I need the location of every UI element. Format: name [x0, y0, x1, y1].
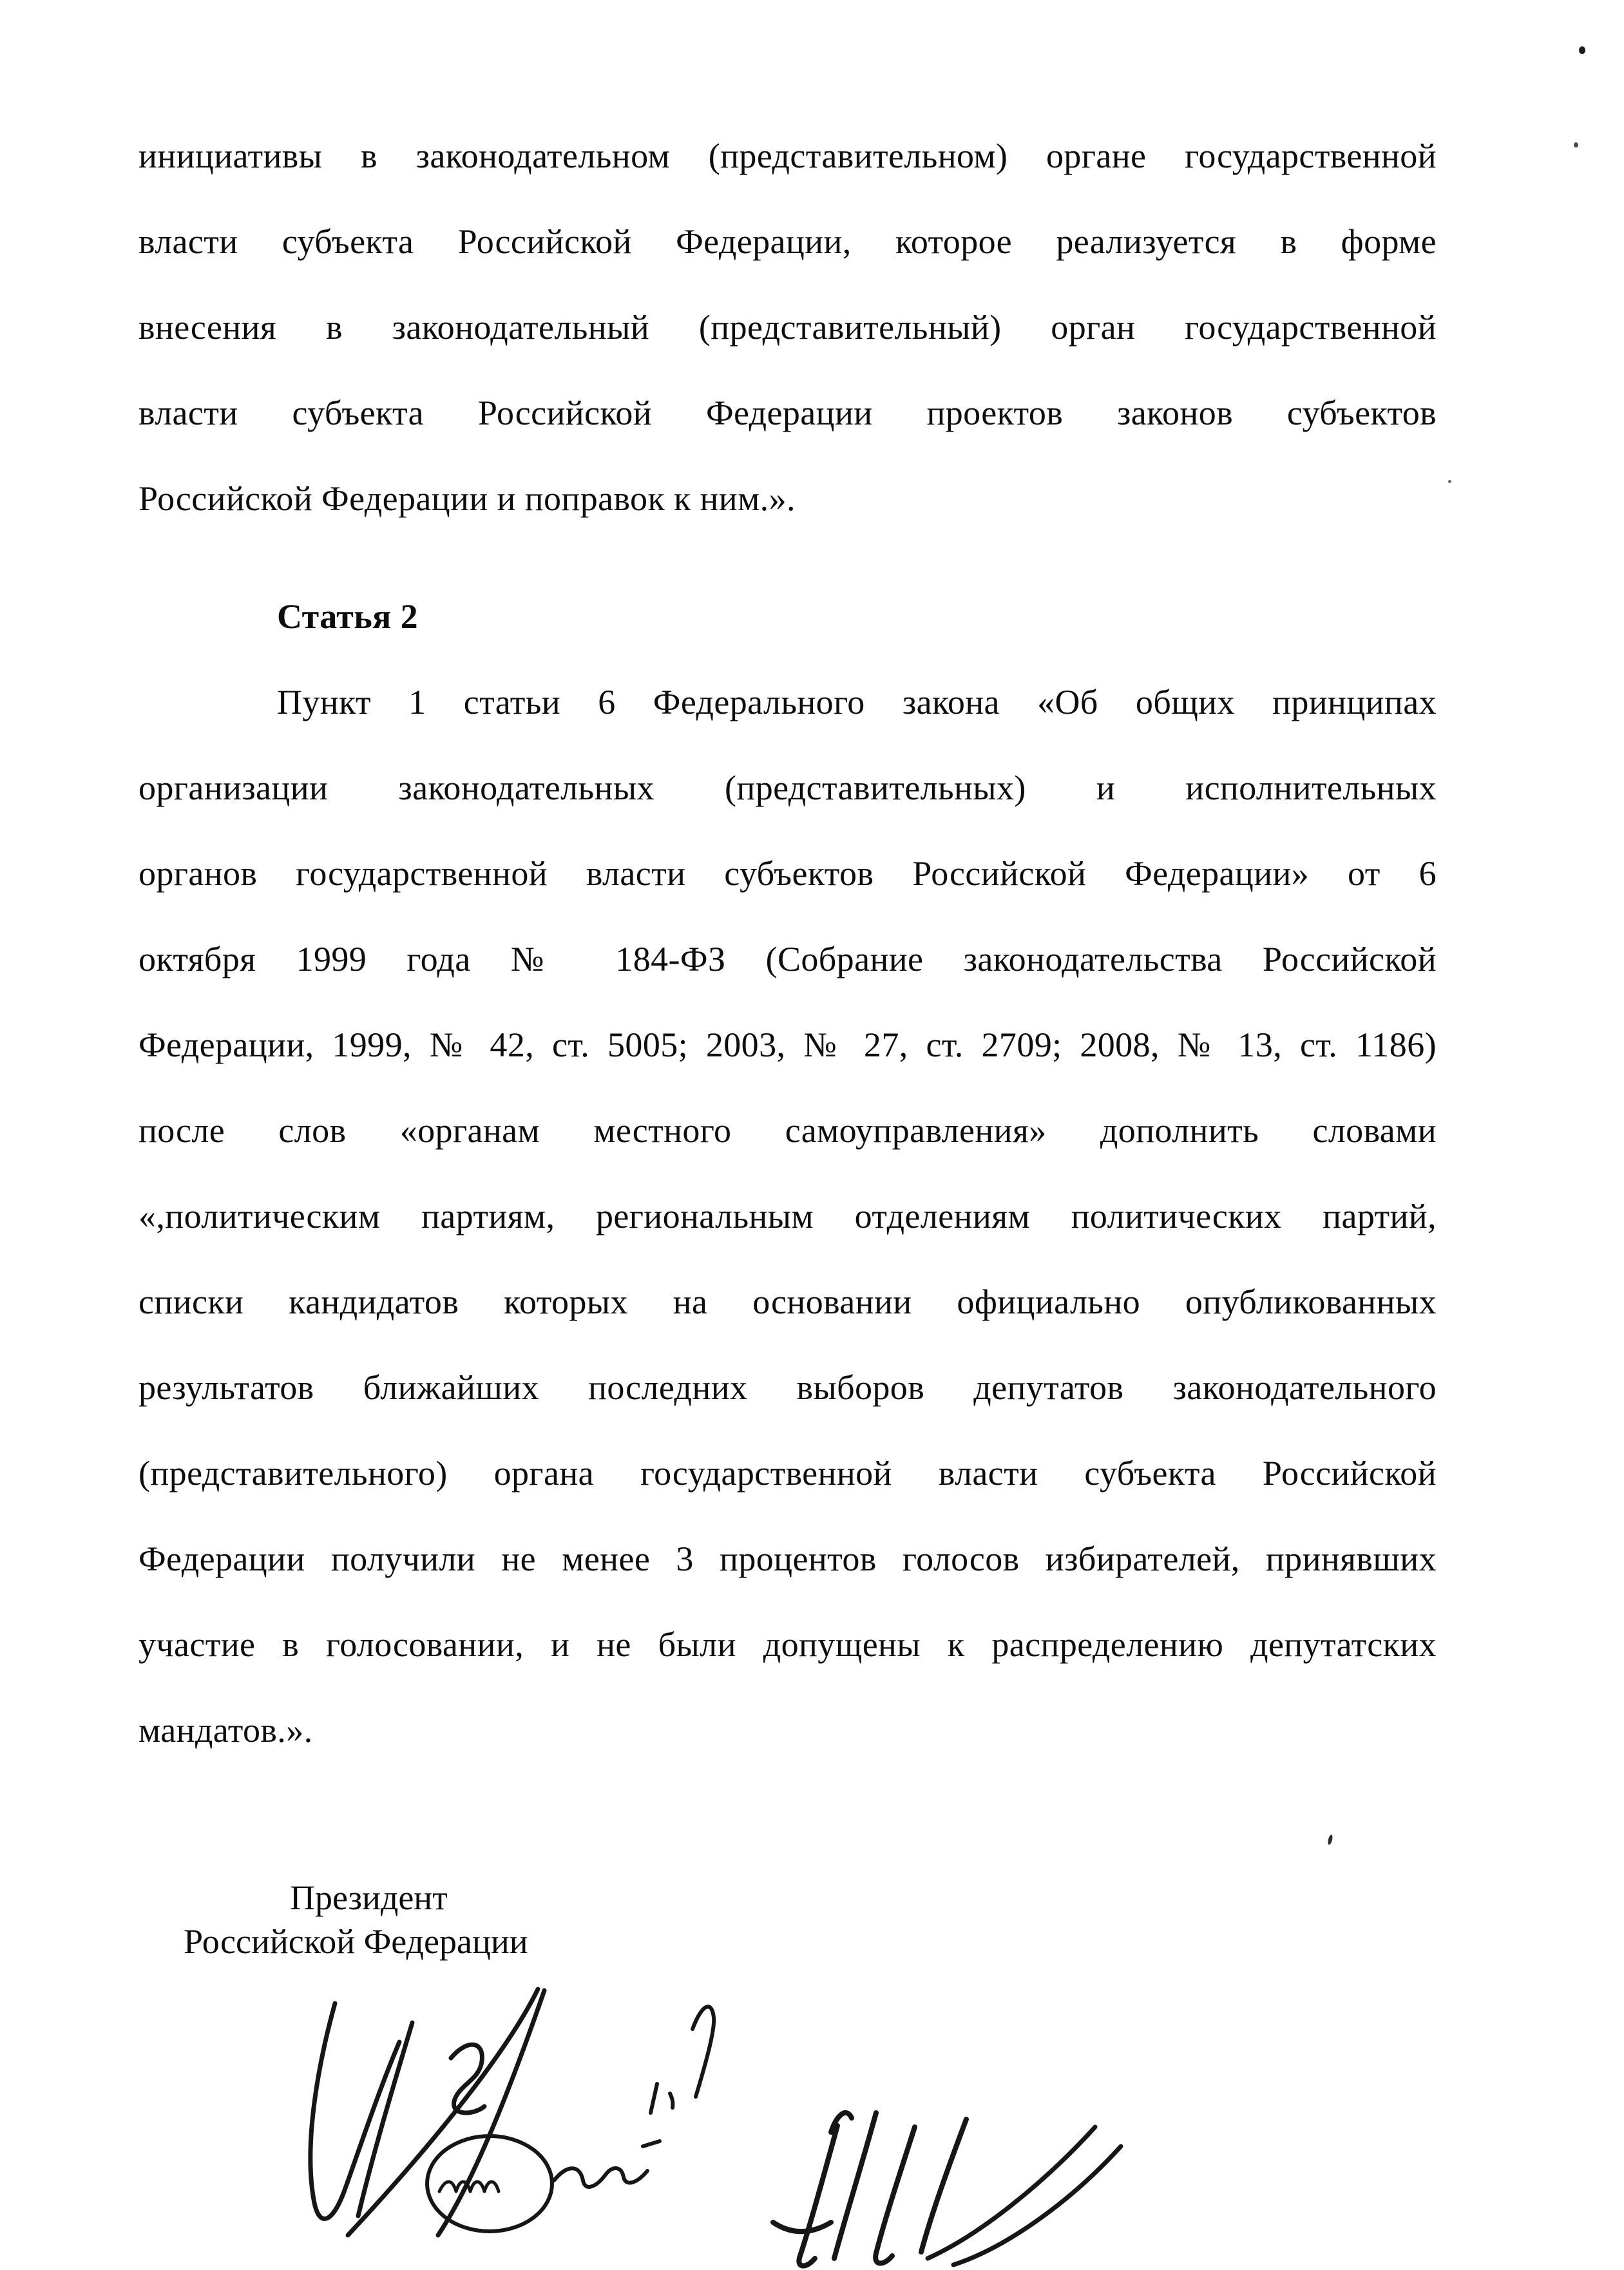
paragraph2-line: октября 1999 года № 184-ФЗ (Собрание законодательства Российской	[139, 940, 1437, 978]
paragraph2-line: Федерации получили не менее 3 процентов голосов избирателей, принявших	[139, 1540, 1437, 1578]
paragraph2-line: «,политическим партиям, региональным отделениям политических партий,	[139, 1197, 1437, 1235]
paragraph2-line: списки кандидатов которых на основании официально опубликованных	[139, 1283, 1437, 1321]
scan-speck	[1327, 1835, 1333, 1846]
scan-speck	[1574, 142, 1578, 148]
signoff-title-line1: Президент	[290, 1878, 448, 1917]
paragraph2-line: после слов «органам местного самоуправления» дополнить словами	[139, 1111, 1437, 1150]
paragraph1-last-line: Российской Федерации и поправок к ним.».	[139, 479, 796, 518]
paragraph2-line: результатов ближайших последних выборов депутатов законодательного	[139, 1368, 1437, 1407]
scan-speck	[1448, 480, 1451, 483]
president-signature-icon	[310, 1989, 714, 2235]
paragraph1-line: власти субъекта Российской Федерации проектов законов субъектов	[139, 394, 1437, 432]
signoff-title-line2: Российской Федерации	[184, 1922, 528, 1961]
signoff-block	[139, 1876, 528, 1963]
paragraph2-line: организации законодательных (представительных) и исполнительных	[139, 768, 1437, 807]
paragraph2-line: органов государственной власти субъектов Российской Федерации» от 6	[139, 854, 1437, 893]
paragraph2-line: (представительного) органа государственной власти субъекта Российской	[139, 1454, 1437, 1493]
body-text	[139, 113, 1437, 1773]
scan-speck	[1579, 46, 1585, 54]
article-heading: Статья 2	[277, 597, 419, 636]
signatures-area	[271, 1958, 1160, 2270]
paragraph1-line: власти субъекта Российской Федерации, которое реализуется в форме	[139, 222, 1437, 261]
paragraph1-line: инициативы в законодательном (представительном) органе государственной	[139, 137, 1437, 175]
countersign-scrawl-icon	[773, 2113, 1121, 2266]
paragraph2-line: Пункт 1 статьи 6 Федерального закона «Об общих принципах	[277, 683, 1437, 721]
paragraph2-line: Федерации, 1999, № 42, ст. 5005; 2003, № 27, ст. 2709; 2008, № 13, ст. 1186)	[139, 1025, 1437, 1064]
paragraph2-line: участие в голосовании, и не были допущены к распределению депутатских	[139, 1625, 1437, 1664]
paragraph1-line: внесения в законодательный (представительный) орган государственной	[139, 308, 1437, 347]
paragraph2-last-line: мандатов.».	[139, 1711, 313, 1750]
